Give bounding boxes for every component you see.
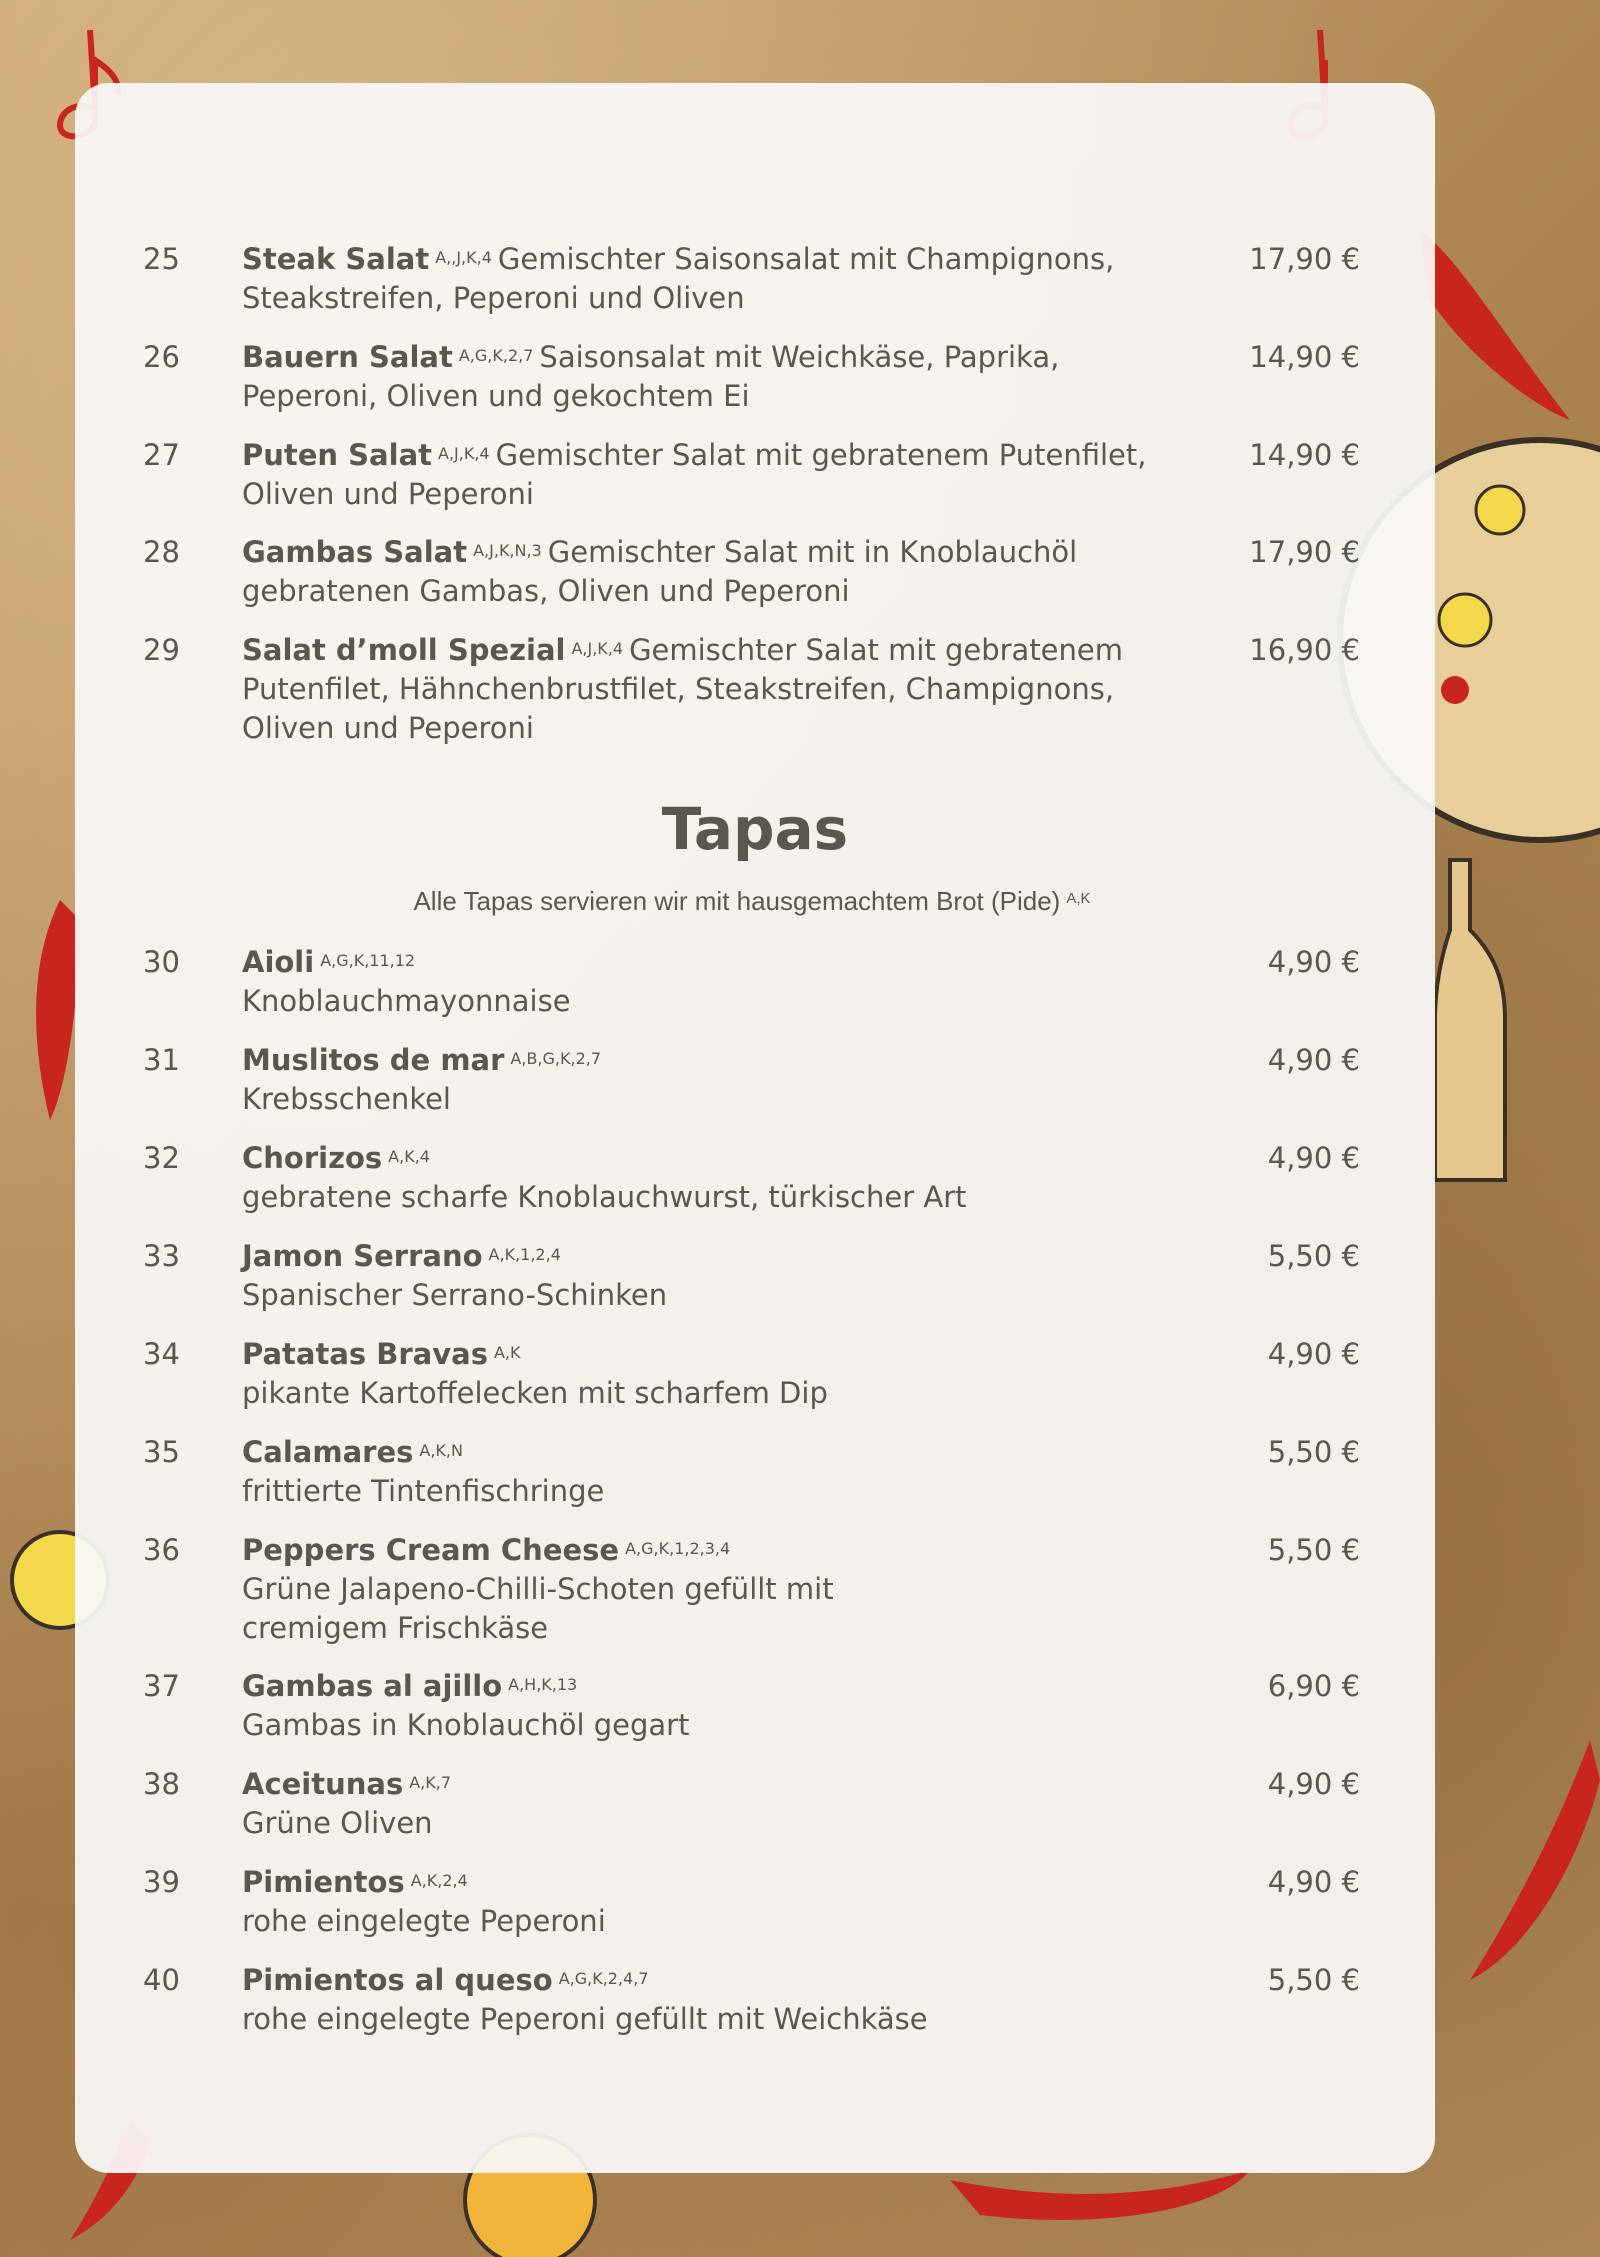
item-description: rohe eingelegte Peperoni xyxy=(242,1904,606,1938)
item-allergens: A,B,G,K,2,7 xyxy=(510,1049,602,1068)
chili-pepper-icon xyxy=(36,900,80,1120)
menu-card xyxy=(75,83,1435,2173)
item-number: 26 xyxy=(143,340,180,374)
item-name: Pimientos al queso xyxy=(242,1963,553,1997)
item-number: 25 xyxy=(143,242,180,276)
item-number: 29 xyxy=(143,633,180,667)
item-name: Peppers Cream Cheese xyxy=(242,1533,620,1567)
item-allergens: A,J,K,4 xyxy=(438,444,490,463)
item-price: 4,90 € xyxy=(1267,945,1360,979)
item-description: Gemischter Saisonsalat mit Champignons, Steakstreifen, Peperoni und Oliven xyxy=(242,242,1115,315)
chili-pepper-icon xyxy=(950,2170,1250,2220)
item-name: Calamares xyxy=(242,1435,414,1469)
item-allergens: A,G,K,1,2,3,4 xyxy=(625,1539,731,1558)
item-number: 32 xyxy=(143,1141,180,1175)
item-name: Jamon Serrano xyxy=(242,1239,483,1273)
item-allergens: A,G,K,2,7 xyxy=(458,346,534,365)
item-name: Steak Salat xyxy=(242,242,430,276)
item-name: Chorizos xyxy=(242,1141,383,1175)
item-number: 28 xyxy=(143,535,180,569)
item-price: 4,90 € xyxy=(1267,1767,1360,1801)
item-description: Saisonsalat mit Weichkäse, Paprika, Peperoni, Oliven und gekochtem Ei xyxy=(242,340,1060,413)
item-allergens: A,K,1,2,4 xyxy=(488,1245,561,1264)
item-allergens: A,H,K,13 xyxy=(508,1675,578,1694)
item-description: pikante Kartoffelecken mit scharfem Dip xyxy=(242,1376,828,1410)
item-name: Gambas al ajillo xyxy=(242,1669,503,1703)
item-price: 5,50 € xyxy=(1267,1435,1360,1469)
chili-pepper-icon xyxy=(1470,1740,1600,1980)
item-allergens: A,K xyxy=(493,1343,521,1362)
item-description: rohe eingelegte Peperoni gefüllt mit Weichkäse xyxy=(242,2002,928,2036)
item-price: 14,90 € xyxy=(1249,340,1360,374)
item-name: Patatas Bravas xyxy=(242,1337,488,1371)
item-description: Knoblauchmayonnaise xyxy=(242,984,571,1018)
item-name: Salat d’moll Spezial xyxy=(242,633,566,667)
item-allergens: A,K,4 xyxy=(388,1147,430,1166)
item-description: Gemischter Salat mit gebratenem Putenfilet, Oliven und Peperoni xyxy=(242,438,1147,511)
item-price: 17,90 € xyxy=(1249,242,1360,276)
item-allergens: A,K,2,4 xyxy=(410,1871,468,1890)
item-price: 14,90 € xyxy=(1249,438,1360,472)
item-number: 27 xyxy=(143,438,180,472)
item-description: Gemischter Salat mit gebratenem Putenfilet, Hähnchenbrustfilet, Steakstreifen, Champignons, Oliven und Peperoni xyxy=(242,633,1123,745)
item-number: 35 xyxy=(143,1435,180,1469)
item-number: 38 xyxy=(143,1767,180,1801)
item-description: Grüne Jalapeno-Chilli-Schoten gefüllt mit cremigem Frischkäse xyxy=(242,1572,834,1645)
item-description: frittierte Tintenfischringe xyxy=(242,1474,605,1508)
item-price: 4,90 € xyxy=(1267,1043,1360,1077)
item-name: Aioli xyxy=(242,945,315,979)
item-name: Pimientos xyxy=(242,1865,405,1899)
item-name: Gambas Salat xyxy=(242,535,468,569)
item-price: 5,50 € xyxy=(1267,1533,1360,1567)
item-allergens: A,J,K,4 xyxy=(571,639,624,658)
item-price: 4,90 € xyxy=(1267,1141,1360,1175)
item-number: 30 xyxy=(143,945,180,979)
item-price: 5,50 € xyxy=(1267,1239,1360,1273)
wine-bottle-icon xyxy=(1435,860,1505,1180)
item-allergens: A,K,7 xyxy=(409,1773,452,1792)
item-description: Gambas in Knoblauchöl gegart xyxy=(242,1708,690,1742)
note-allergens: A,K xyxy=(1066,890,1091,907)
item-allergens: A,K,N xyxy=(419,1441,463,1460)
item-number: 34 xyxy=(143,1337,180,1371)
item-price: 17,90 € xyxy=(1249,535,1360,569)
item-price: 16,90 € xyxy=(1249,633,1360,667)
section-note: Alle Tapas servieren wir mit hausgemachtem Brot (Pide) $^{A,K}$ xyxy=(413,886,1091,916)
item-name: Bauern Salat xyxy=(242,340,453,374)
item-number: 36 xyxy=(143,1533,180,1567)
item-description: Grüne Oliven xyxy=(242,1806,433,1840)
item-price: 4,90 € xyxy=(1267,1865,1360,1899)
item-name: Aceitunas xyxy=(242,1767,404,1801)
item-number: 39 xyxy=(143,1865,180,1899)
item-description: Gemischter Salat mit in Knoblauchöl gebratenen Gambas, Oliven und Peperoni xyxy=(242,535,1078,608)
item-name: Muslitos de mar xyxy=(242,1043,505,1077)
item-description: gebratene scharfe Knoblauchwurst, türkischer Art xyxy=(242,1180,967,1214)
item-price: 6,90 € xyxy=(1267,1669,1360,1703)
item-description: Spanischer Serrano-Schinken xyxy=(242,1278,668,1312)
item-price: 4,90 € xyxy=(1267,1337,1360,1371)
item-name: Puten Salat xyxy=(242,438,433,472)
item-description: Krebsschenkel xyxy=(242,1082,451,1116)
item-allergens: A,G,K,11,12 xyxy=(320,951,416,970)
item-number: 40 xyxy=(143,1963,180,1997)
item-number: 37 xyxy=(143,1669,180,1703)
item-allergens: A,G,K,2,4,7 xyxy=(558,1969,649,1988)
item-number: 33 xyxy=(143,1239,180,1273)
section-title: Tapas xyxy=(661,795,849,863)
item-price: 5,50 € xyxy=(1267,1963,1360,1997)
item-allergens: A,J,K,N,3 xyxy=(473,541,542,560)
item-number: 31 xyxy=(143,1043,180,1077)
chili-pepper-icon xyxy=(1420,230,1570,420)
item-allergens: A,,J,K,4 xyxy=(435,248,492,267)
